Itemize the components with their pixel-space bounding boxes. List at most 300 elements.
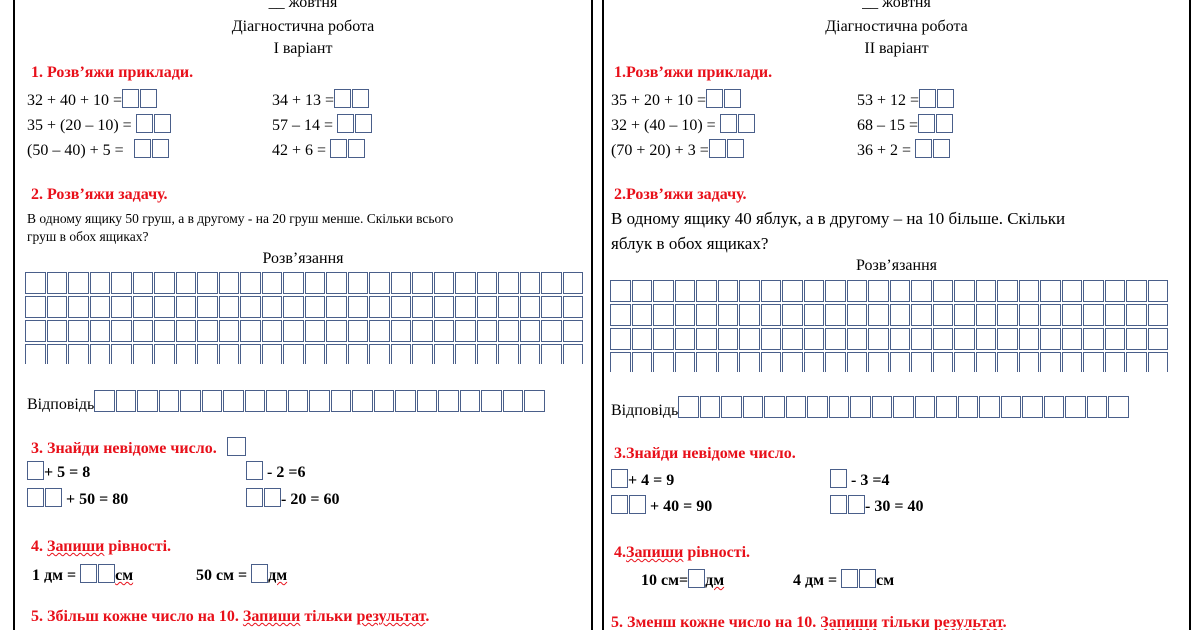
grid-cell[interactable] bbox=[412, 272, 433, 294]
answer-box[interactable] bbox=[227, 437, 246, 456]
grid-cell[interactable] bbox=[761, 352, 782, 372]
grid-cell[interactable] bbox=[305, 296, 326, 318]
grid-cell[interactable] bbox=[111, 296, 132, 318]
grid-cell[interactable] bbox=[1062, 328, 1083, 350]
answer-box[interactable] bbox=[98, 564, 115, 583]
answer-cell[interactable] bbox=[958, 396, 979, 418]
task3-equation-2: - 2 =6 bbox=[246, 461, 305, 482]
grid-cell[interactable] bbox=[610, 328, 631, 350]
grid-cell[interactable] bbox=[954, 352, 975, 372]
answer-cell[interactable] bbox=[374, 390, 395, 412]
answer-cell[interactable] bbox=[116, 390, 137, 412]
grid-cell[interactable] bbox=[520, 296, 541, 318]
answer-cell[interactable] bbox=[979, 396, 1000, 418]
solution-grid[interactable] bbox=[610, 280, 1169, 372]
grid-cell[interactable] bbox=[326, 272, 347, 294]
grid-cell[interactable] bbox=[262, 296, 283, 318]
grid-cell[interactable] bbox=[1040, 352, 1061, 372]
grid-cell[interactable] bbox=[890, 304, 911, 326]
grid-cell[interactable] bbox=[675, 352, 696, 372]
grid-cell[interactable] bbox=[804, 280, 825, 302]
grid-cell[interactable] bbox=[696, 328, 717, 350]
grid-cell[interactable] bbox=[653, 352, 674, 372]
answer-box[interactable] bbox=[611, 495, 628, 514]
answer-box[interactable] bbox=[830, 469, 847, 488]
grid-cell[interactable] bbox=[610, 304, 631, 326]
grid-cell[interactable] bbox=[197, 320, 218, 342]
grid-cell[interactable] bbox=[25, 320, 46, 342]
grid-cell[interactable] bbox=[455, 272, 476, 294]
answer-cell[interactable] bbox=[309, 390, 330, 412]
grid-cell[interactable] bbox=[477, 320, 498, 342]
grid-cell[interactable] bbox=[68, 320, 89, 342]
grid-cell[interactable] bbox=[68, 344, 89, 364]
grid-cell[interactable] bbox=[1126, 328, 1147, 350]
answer-box[interactable] bbox=[937, 89, 954, 108]
grid-cell[interactable] bbox=[348, 272, 369, 294]
grid-cell[interactable] bbox=[455, 296, 476, 318]
grid-cell[interactable] bbox=[954, 280, 975, 302]
grid-cell[interactable] bbox=[1148, 352, 1169, 372]
grid-cell[interactable] bbox=[68, 272, 89, 294]
answer-box[interactable] bbox=[334, 89, 351, 108]
grid-cell[interactable] bbox=[696, 304, 717, 326]
grid-cell[interactable] bbox=[47, 272, 68, 294]
grid-cell[interactable] bbox=[868, 280, 889, 302]
grid-cell[interactable] bbox=[739, 304, 760, 326]
grid-cell[interactable] bbox=[675, 304, 696, 326]
grid-cell[interactable] bbox=[133, 344, 154, 364]
grid-cell[interactable] bbox=[477, 272, 498, 294]
grid-cell[interactable] bbox=[653, 328, 674, 350]
grid-cell[interactable] bbox=[477, 344, 498, 364]
grid-cell[interactable] bbox=[348, 296, 369, 318]
answer-cell[interactable] bbox=[159, 390, 180, 412]
answer-box[interactable] bbox=[355, 114, 372, 133]
grid-cell[interactable] bbox=[412, 344, 433, 364]
answer-box[interactable] bbox=[348, 139, 365, 158]
answer-cell[interactable] bbox=[807, 396, 828, 418]
grid-cell[interactable] bbox=[520, 344, 541, 364]
answer-box[interactable] bbox=[122, 89, 139, 108]
grid-cell[interactable] bbox=[1148, 304, 1169, 326]
grid-cell[interactable] bbox=[804, 304, 825, 326]
grid-cell[interactable] bbox=[761, 328, 782, 350]
grid-cell[interactable] bbox=[498, 344, 519, 364]
answer-box[interactable] bbox=[337, 114, 354, 133]
grid-cell[interactable] bbox=[326, 320, 347, 342]
grid-cell[interactable] bbox=[369, 344, 390, 364]
grid-cell[interactable] bbox=[283, 320, 304, 342]
answer-box[interactable] bbox=[134, 139, 151, 158]
grid-cell[interactable] bbox=[1083, 328, 1104, 350]
grid-cell[interactable] bbox=[761, 280, 782, 302]
grid-cell[interactable] bbox=[154, 296, 175, 318]
grid-cell[interactable] bbox=[1040, 304, 1061, 326]
answer-cell[interactable] bbox=[786, 396, 807, 418]
grid-cell[interactable] bbox=[761, 304, 782, 326]
grid-cell[interactable] bbox=[610, 352, 631, 372]
grid-cell[interactable] bbox=[391, 272, 412, 294]
grid-cell[interactable] bbox=[696, 352, 717, 372]
grid-cell[interactable] bbox=[782, 328, 803, 350]
grid-cell[interactable] bbox=[197, 272, 218, 294]
grid-cell[interactable] bbox=[111, 272, 132, 294]
grid-cell[interactable] bbox=[1105, 304, 1126, 326]
grid-cell[interactable] bbox=[391, 320, 412, 342]
answer-boxes[interactable] bbox=[678, 396, 1130, 418]
grid-cell[interactable] bbox=[283, 344, 304, 364]
grid-cell[interactable] bbox=[412, 320, 433, 342]
grid-cell[interactable] bbox=[90, 296, 111, 318]
answer-cell[interactable] bbox=[288, 390, 309, 412]
grid-cell[interactable] bbox=[133, 296, 154, 318]
grid-cell[interactable] bbox=[632, 328, 653, 350]
grid-cell[interactable] bbox=[25, 344, 46, 364]
grid-cell[interactable] bbox=[47, 344, 68, 364]
grid-cell[interactable] bbox=[890, 352, 911, 372]
answer-box[interactable] bbox=[27, 461, 44, 480]
grid-cell[interactable] bbox=[47, 296, 68, 318]
answer-cell[interactable] bbox=[893, 396, 914, 418]
grid-cell[interactable] bbox=[455, 344, 476, 364]
grid-cell[interactable] bbox=[997, 280, 1018, 302]
answer-cell[interactable] bbox=[331, 390, 352, 412]
answer-box[interactable] bbox=[154, 114, 171, 133]
grid-cell[interactable] bbox=[176, 296, 197, 318]
grid-cell[interactable] bbox=[976, 304, 997, 326]
grid-cell[interactable] bbox=[1126, 352, 1147, 372]
grid-cell[interactable] bbox=[348, 320, 369, 342]
grid-cell[interactable] bbox=[868, 304, 889, 326]
grid-cell[interactable] bbox=[675, 280, 696, 302]
grid-cell[interactable] bbox=[154, 272, 175, 294]
grid-cell[interactable] bbox=[933, 352, 954, 372]
grid-cell[interactable] bbox=[933, 304, 954, 326]
solution-grid[interactable] bbox=[25, 272, 584, 364]
grid-cell[interactable] bbox=[632, 304, 653, 326]
grid-cell[interactable] bbox=[283, 272, 304, 294]
grid-cell[interactable] bbox=[1126, 280, 1147, 302]
grid-cell[interactable] bbox=[1083, 280, 1104, 302]
answer-cell[interactable] bbox=[936, 396, 957, 418]
answer-cell[interactable] bbox=[721, 396, 742, 418]
grid-cell[interactable] bbox=[219, 272, 240, 294]
grid-cell[interactable] bbox=[782, 304, 803, 326]
grid-cell[interactable] bbox=[1040, 328, 1061, 350]
grid-cell[interactable] bbox=[563, 272, 584, 294]
answer-box[interactable] bbox=[841, 569, 858, 588]
grid-cell[interactable] bbox=[520, 272, 541, 294]
answer-cell[interactable] bbox=[850, 396, 871, 418]
grid-cell[interactable] bbox=[25, 272, 46, 294]
answer-box[interactable] bbox=[830, 495, 847, 514]
answer-cell[interactable] bbox=[94, 390, 115, 412]
grid-cell[interactable] bbox=[111, 344, 132, 364]
grid-cell[interactable] bbox=[369, 296, 390, 318]
answer-box[interactable] bbox=[915, 139, 932, 158]
answer-box[interactable] bbox=[246, 461, 263, 480]
grid-cell[interactable] bbox=[825, 304, 846, 326]
answer-cell[interactable] bbox=[829, 396, 850, 418]
grid-cell[interactable] bbox=[197, 296, 218, 318]
grid-cell[interactable] bbox=[240, 320, 261, 342]
grid-cell[interactable] bbox=[111, 320, 132, 342]
answer-box[interactable] bbox=[848, 495, 865, 514]
grid-cell[interactable] bbox=[498, 272, 519, 294]
answer-cell[interactable] bbox=[1065, 396, 1086, 418]
answer-box[interactable] bbox=[688, 569, 705, 588]
grid-cell[interactable] bbox=[911, 304, 932, 326]
grid-cell[interactable] bbox=[653, 280, 674, 302]
grid-cell[interactable] bbox=[240, 272, 261, 294]
grid-cell[interactable] bbox=[563, 296, 584, 318]
grid-cell[interactable] bbox=[632, 352, 653, 372]
answer-cell[interactable] bbox=[266, 390, 287, 412]
answer-box[interactable] bbox=[264, 488, 281, 507]
answer-box[interactable] bbox=[611, 469, 628, 488]
grid-cell[interactable] bbox=[1126, 304, 1147, 326]
task1-expression-4: 34 + 13 = bbox=[272, 89, 369, 110]
answer-cell[interactable] bbox=[395, 390, 416, 412]
grid-cell[interactable] bbox=[782, 352, 803, 372]
grid-cell[interactable] bbox=[954, 328, 975, 350]
answer-box[interactable] bbox=[251, 564, 268, 583]
grid-cell[interactable] bbox=[305, 320, 326, 342]
answer-box[interactable] bbox=[136, 114, 153, 133]
grid-cell[interactable] bbox=[455, 320, 476, 342]
grid-cell[interactable] bbox=[47, 320, 68, 342]
grid-cell[interactable] bbox=[804, 328, 825, 350]
grid-cell[interactable] bbox=[933, 328, 954, 350]
grid-cell[interactable] bbox=[718, 328, 739, 350]
grid-cell[interactable] bbox=[563, 320, 584, 342]
grid-cell[interactable] bbox=[391, 296, 412, 318]
answer-box[interactable] bbox=[140, 89, 157, 108]
grid-cell[interactable] bbox=[262, 344, 283, 364]
answer-cell[interactable] bbox=[245, 390, 266, 412]
grid-cell[interactable] bbox=[718, 304, 739, 326]
grid-cell[interactable] bbox=[305, 272, 326, 294]
grid-cell[interactable] bbox=[632, 280, 653, 302]
grid-cell[interactable] bbox=[412, 296, 433, 318]
grid-cell[interactable] bbox=[434, 272, 455, 294]
grid-cell[interactable] bbox=[1019, 328, 1040, 350]
answer-cell[interactable] bbox=[1087, 396, 1108, 418]
grid-cell[interactable] bbox=[498, 296, 519, 318]
answer-box[interactable] bbox=[727, 139, 744, 158]
grid-cell[interactable] bbox=[718, 280, 739, 302]
grid-cell[interactable] bbox=[890, 328, 911, 350]
grid-cell[interactable] bbox=[825, 352, 846, 372]
grid-cell[interactable] bbox=[326, 344, 347, 364]
grid-cell[interactable] bbox=[739, 280, 760, 302]
grid-cell[interactable] bbox=[782, 280, 803, 302]
answer-cell[interactable] bbox=[524, 390, 545, 412]
grid-cell[interactable] bbox=[133, 320, 154, 342]
grid-cell[interactable] bbox=[954, 304, 975, 326]
grid-cell[interactable] bbox=[653, 304, 674, 326]
answer-box[interactable] bbox=[706, 89, 723, 108]
grid-cell[interactable] bbox=[219, 320, 240, 342]
grid-cell[interactable] bbox=[68, 296, 89, 318]
grid-cell[interactable] bbox=[541, 272, 562, 294]
answer-box[interactable] bbox=[859, 569, 876, 588]
grid-cell[interactable] bbox=[563, 344, 584, 364]
answer-box[interactable] bbox=[720, 114, 737, 133]
grid-cell[interactable] bbox=[541, 296, 562, 318]
answer-box[interactable] bbox=[330, 139, 347, 158]
grid-cell[interactable] bbox=[1105, 280, 1126, 302]
grid-cell[interactable] bbox=[739, 352, 760, 372]
grid-cell[interactable] bbox=[1019, 352, 1040, 372]
grid-cell[interactable] bbox=[847, 328, 868, 350]
answer-cell[interactable] bbox=[352, 390, 373, 412]
grid-cell[interactable] bbox=[90, 320, 111, 342]
grid-cell[interactable] bbox=[133, 272, 154, 294]
grid-cell[interactable] bbox=[90, 344, 111, 364]
grid-cell[interactable] bbox=[997, 352, 1018, 372]
grid-cell[interactable] bbox=[847, 280, 868, 302]
grid-cell[interactable] bbox=[825, 280, 846, 302]
grid-cell[interactable] bbox=[154, 344, 175, 364]
grid-cell[interactable] bbox=[847, 304, 868, 326]
grid-cell[interactable] bbox=[675, 328, 696, 350]
answer-box[interactable] bbox=[919, 89, 936, 108]
grid-cell[interactable] bbox=[1019, 280, 1040, 302]
answer-cell[interactable] bbox=[481, 390, 502, 412]
grid-cell[interactable] bbox=[176, 272, 197, 294]
grid-cell[interactable] bbox=[976, 352, 997, 372]
answer-cell[interactable] bbox=[1108, 396, 1129, 418]
answer-cell[interactable] bbox=[743, 396, 764, 418]
answer-box[interactable] bbox=[629, 495, 646, 514]
grid-cell[interactable] bbox=[868, 352, 889, 372]
grid-cell[interactable] bbox=[804, 352, 825, 372]
answer-cell[interactable] bbox=[1022, 396, 1043, 418]
grid-cell[interactable] bbox=[1062, 280, 1083, 302]
answer-cell[interactable] bbox=[1044, 396, 1065, 418]
answer-box[interactable] bbox=[80, 564, 97, 583]
grid-cell[interactable] bbox=[477, 296, 498, 318]
grid-cell[interactable] bbox=[369, 272, 390, 294]
grid-cell[interactable] bbox=[696, 280, 717, 302]
grid-cell[interactable] bbox=[911, 280, 932, 302]
grid-cell[interactable] bbox=[1040, 280, 1061, 302]
grid-cell[interactable] bbox=[219, 296, 240, 318]
answer-cell[interactable] bbox=[460, 390, 481, 412]
answer-cell[interactable] bbox=[417, 390, 438, 412]
answer-cell[interactable] bbox=[137, 390, 158, 412]
answer-box[interactable] bbox=[352, 89, 369, 108]
answer-box[interactable] bbox=[152, 139, 169, 158]
grid-cell[interactable] bbox=[1105, 352, 1126, 372]
grid-cell[interactable] bbox=[890, 280, 911, 302]
answer-box[interactable] bbox=[246, 488, 263, 507]
answer-cell[interactable] bbox=[872, 396, 893, 418]
answer-cell[interactable] bbox=[700, 396, 721, 418]
answer-cell[interactable] bbox=[1001, 396, 1022, 418]
answer-box[interactable] bbox=[936, 114, 953, 133]
grid-cell[interactable] bbox=[610, 280, 631, 302]
answer-cell[interactable] bbox=[438, 390, 459, 412]
grid-cell[interactable] bbox=[197, 344, 218, 364]
answer-cell[interactable] bbox=[764, 396, 785, 418]
grid-cell[interactable] bbox=[1019, 304, 1040, 326]
grid-cell[interactable] bbox=[283, 296, 304, 318]
grid-cell[interactable] bbox=[1105, 328, 1126, 350]
answer-box[interactable] bbox=[738, 114, 755, 133]
grid-cell[interactable] bbox=[240, 344, 261, 364]
grid-cell[interactable] bbox=[262, 320, 283, 342]
grid-cell[interactable] bbox=[718, 352, 739, 372]
grid-cell[interactable] bbox=[154, 320, 175, 342]
grid-cell[interactable] bbox=[997, 328, 1018, 350]
grid-cell[interactable] bbox=[25, 296, 46, 318]
grid-cell[interactable] bbox=[976, 280, 997, 302]
grid-cell[interactable] bbox=[369, 320, 390, 342]
grid-cell[interactable] bbox=[1148, 328, 1169, 350]
grid-cell[interactable] bbox=[933, 280, 954, 302]
answer-box[interactable] bbox=[709, 139, 726, 158]
grid-cell[interactable] bbox=[90, 272, 111, 294]
grid-cell[interactable] bbox=[1062, 352, 1083, 372]
grid-cell[interactable] bbox=[520, 320, 541, 342]
grid-cell[interactable] bbox=[911, 352, 932, 372]
grid-cell[interactable] bbox=[1148, 280, 1169, 302]
answer-cell[interactable] bbox=[503, 390, 524, 412]
grid-cell[interactable] bbox=[434, 320, 455, 342]
grid-cell[interactable] bbox=[240, 296, 261, 318]
grid-cell[interactable] bbox=[739, 328, 760, 350]
grid-cell[interactable] bbox=[1083, 352, 1104, 372]
answer-box[interactable] bbox=[45, 488, 62, 507]
grid-cell[interactable] bbox=[1083, 304, 1104, 326]
answer-cell[interactable] bbox=[678, 396, 699, 418]
grid-cell[interactable] bbox=[1062, 304, 1083, 326]
answer-cell[interactable] bbox=[915, 396, 936, 418]
grid-cell[interactable] bbox=[219, 344, 240, 364]
task1-expression-3: (50 – 40) + 5 = bbox=[27, 139, 169, 160]
grid-cell[interactable] bbox=[176, 344, 197, 364]
grid-cell[interactable] bbox=[997, 304, 1018, 326]
grid-cell[interactable] bbox=[541, 344, 562, 364]
grid-cell[interactable] bbox=[868, 328, 889, 350]
grid-cell[interactable] bbox=[262, 272, 283, 294]
grid-cell[interactable] bbox=[326, 296, 347, 318]
grid-cell[interactable] bbox=[847, 352, 868, 372]
answer-box[interactable] bbox=[27, 488, 44, 507]
grid-cell[interactable] bbox=[348, 344, 369, 364]
answer-cell[interactable] bbox=[180, 390, 201, 412]
grid-cell[interactable] bbox=[305, 344, 326, 364]
answer-cell[interactable] bbox=[202, 390, 223, 412]
grid-cell[interactable] bbox=[176, 320, 197, 342]
answer-cell[interactable] bbox=[223, 390, 244, 412]
grid-cell[interactable] bbox=[498, 320, 519, 342]
grid-cell[interactable] bbox=[825, 328, 846, 350]
grid-cell[interactable] bbox=[541, 320, 562, 342]
answer-box[interactable] bbox=[724, 89, 741, 108]
grid-cell[interactable] bbox=[434, 344, 455, 364]
grid-cell[interactable] bbox=[911, 328, 932, 350]
answer-boxes[interactable] bbox=[94, 390, 546, 412]
answer-box[interactable] bbox=[918, 114, 935, 133]
grid-cell[interactable] bbox=[391, 344, 412, 364]
grid-cell[interactable] bbox=[976, 328, 997, 350]
answer-box[interactable] bbox=[933, 139, 950, 158]
grid-cell[interactable] bbox=[434, 296, 455, 318]
